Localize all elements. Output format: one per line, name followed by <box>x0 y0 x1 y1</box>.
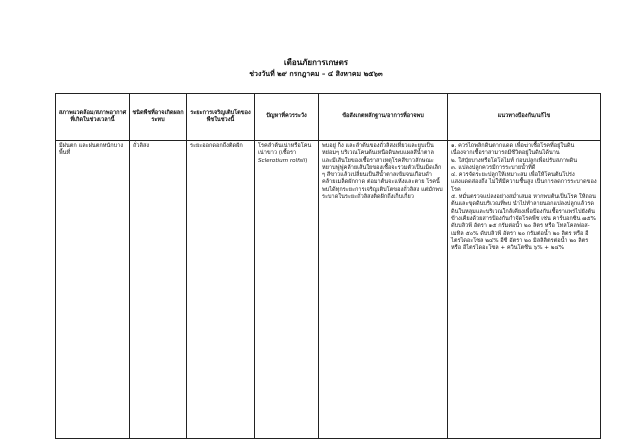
problem-text-end: ) <box>305 157 308 164</box>
cell-environment: มีฝนตก และฝนตกหนักบางพื้นที่ <box>56 141 130 439</box>
pathogen-name: Sclerotium rolfsii <box>258 157 306 164</box>
cell-crop: ถั่วลิสง <box>130 141 187 439</box>
header-remedies: แนวทางป้องกัน/แก้ไข <box>448 94 601 141</box>
cell-problem <box>255 141 319 439</box>
header-crop: ชนิดพืชที่อาจเกิดผลกระทบ <box>130 94 187 141</box>
warning-table <box>55 93 601 439</box>
page-title: เตือนภัยการเกษตร <box>283 58 349 67</box>
remedy-item: ๕. หมั่นตรวจแปลงอย่างสม่ำเสมอ หากพบต้นเป็นโรค ให้ถอนต้นและขุดดินบริเวณที่พบ นำไปทำลายนอกแปลงปลูกแล้วรดดินในหลุมและบริเวณใกล้เคียงเพื่อป้องกันเชื้อราแพร่ไปยังต้นข้างเคียงด้วยสารป้องกันกำจัดโรคพืช เช่น คาร์บอกซิน ๗๕% ดับบลิวพี อัตรา ๑๕ กรัมต่อน้ำ ๒๐ ลิตร หรือ โทลโคลฟอส-เมทิล ๕๐% ดับบลิวพี อัตรา ๒๐ กรัมต่อน้ำ ๒๐ ลิตร หรือ อีไตรไดอะโซล ๒๔% อีซี อัตรา ๒๐ มิลลิลิตรต่อน้ำ ๒๐ ลิตร หรือ อีไตรไดอะโซล + ควินโตซีน ๖% + ๒๔% <box>451 194 596 252</box>
table-row <box>56 141 601 439</box>
problem-text: โรคลำต้นเน่าหรือโคนเน่าขาว (เชื้อรา <box>258 143 312 157</box>
remedy-item: ๔. ควรจัดระยะปลูกให้เหมาะสม เพื่อให้โคนต้นโปร่ง แสงแดดส่องถึง ไม่ให้มีความชื้นสูง เป็นการลดการระบาดของโรค <box>451 172 597 193</box>
cell-stage: ระยะออกดอกถึงติดฝัก <box>187 141 255 439</box>
remedy-item: ๓. แปลงปลูกควรมีการระบายน้ำที่ดี <box>451 164 536 171</box>
header-stage: ระยะการเจริญเติบโตของพืชในช่วงนี้ <box>187 94 255 141</box>
remedy-item: ๒. ใส่ปุ๋ยบางหรือโดโลไมท์ ก่อนปลูกเพื่อปรับสภาพดิน <box>451 157 578 164</box>
table-header-row <box>56 94 601 141</box>
date-range: ช่วงวันที่ ๒๙ กรกฎาคม – ๔ สิงหาคม ๒๕๖๓ <box>249 70 383 78</box>
cell-remedies <box>448 141 601 439</box>
header-problem: ปัญหาที่ควรระวัง <box>255 94 319 141</box>
cell-symptoms: พบอยู่ ก็ง และลำต้นของถั่วลิสงเหี่ยวและยุบเป็นหย่อมๆ บริเวณโคนต้นเหนือดินพบแผลสีน้ำตาล และมีเส้นใยของเชื้อราสาเหตุโรคสีขาวลักษณะหยาบฟูฟูคล้ายเส้นใยของเชื้อจะรวมตัวเป็นเม็ดเล็ก ๆ สีขาวแล้วเปลี่ยนเป็นสีน้ำตาลเข้มจนเกือบดำ คล้ายเมล็ดผักกาด ต่อมาต้นจะแห้งและตาย โรคนี้พบได้ทุกระยะการเจริญเติบโตของถั่วลิสง แต่มักพบระบาดในระยะถั่วลิสงติดฝักถึงเก็บเกี่ยว <box>319 141 448 439</box>
header-environment: สภาพแวดล้อม/สภาพอากาศที่เกิดในช่วงเวลานี้ <box>56 94 130 141</box>
header-symptoms: ข้อสังเกตหลักฐาน/อาการที่อาจพบ <box>319 94 448 141</box>
remedy-item: ๑. ควรไถพลิกดินตากแดด เพื่อฆ่าเชื้อโรคที่อยู่ในดิน เนื่องจากเชื้อราสามารถมีชีวิตอยู่ในดินได้นาน <box>451 143 575 157</box>
